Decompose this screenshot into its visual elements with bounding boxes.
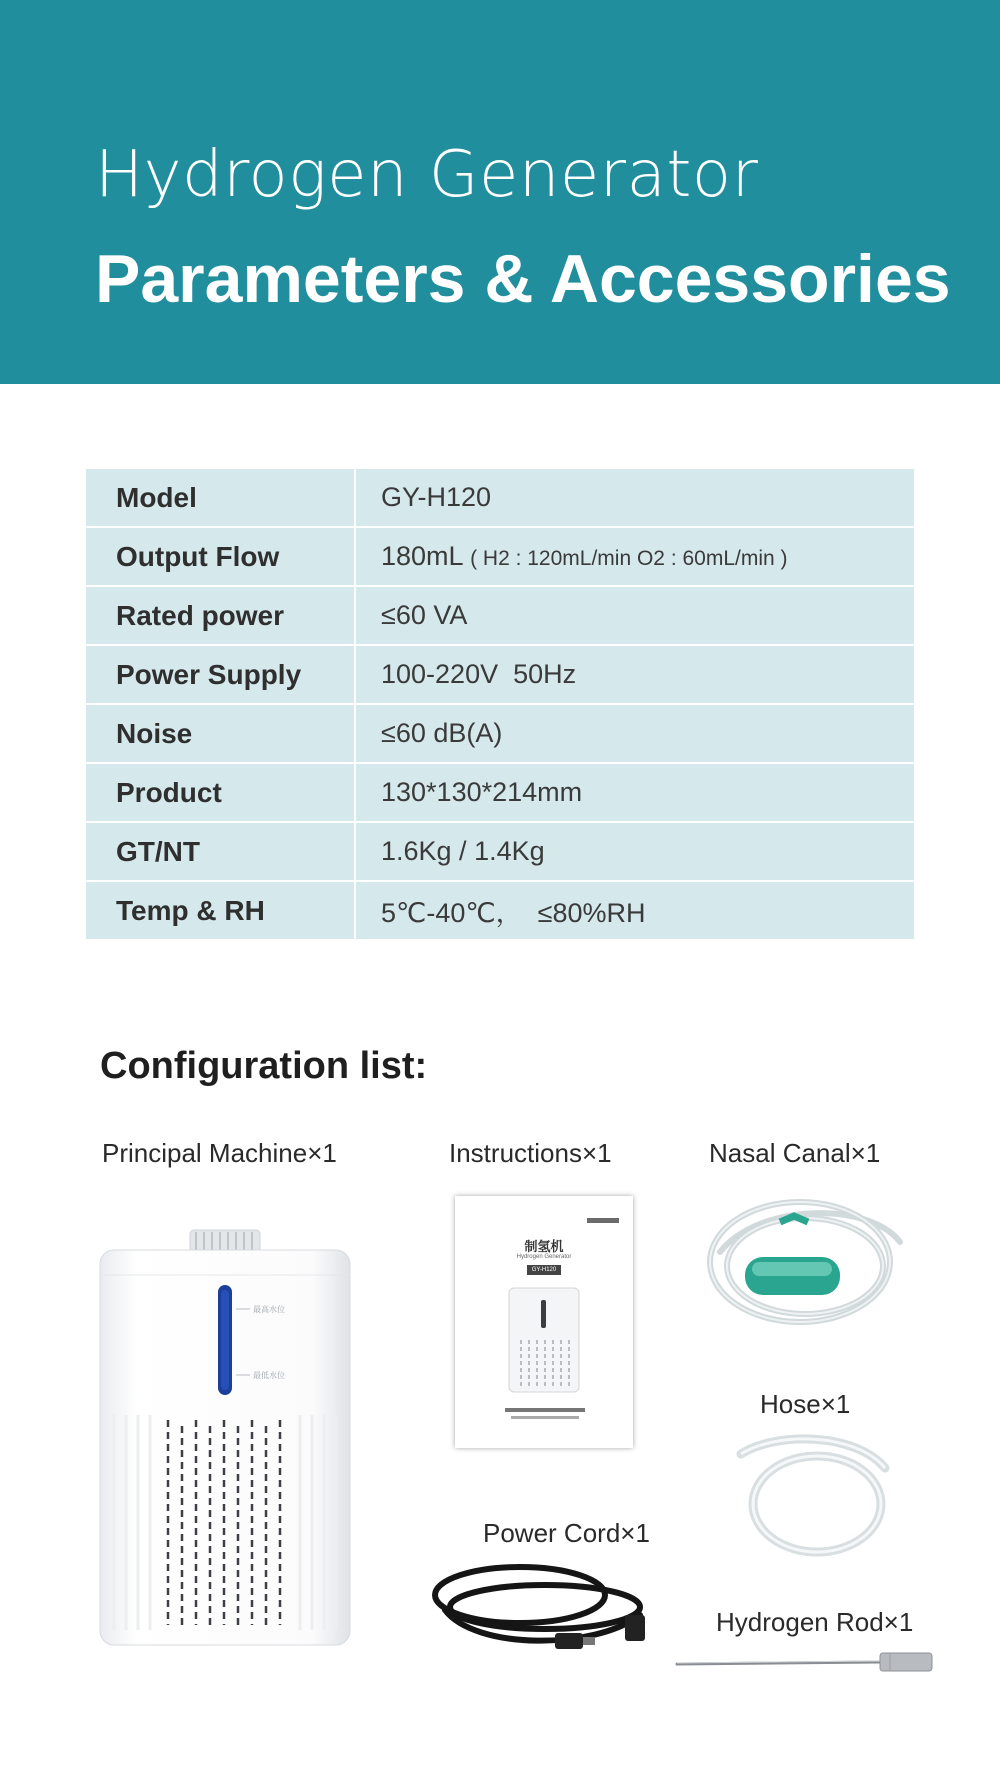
manual-subtitle: Hydrogen Generator	[516, 1254, 572, 1260]
spec-value: 100-220V 50Hz	[355, 645, 915, 704]
spec-value: ≤60 VA	[355, 586, 915, 645]
spec-label: Rated power	[85, 586, 355, 645]
table-row	[85, 586, 915, 645]
manual-footer-line	[511, 1416, 579, 1419]
config-title: Configuration list:	[100, 1045, 428, 1087]
manual-footer-line	[505, 1408, 585, 1412]
power-cord-label: Power Cord×1	[483, 1518, 650, 1548]
spec-label: Model	[85, 468, 355, 527]
spec-label: Power Supply	[85, 645, 355, 704]
nasal-canal-label: Nasal Canal×1	[709, 1138, 881, 1168]
svg-text:最低水位: 最低水位	[253, 1371, 285, 1380]
table-row	[85, 822, 915, 881]
spec-value: ≤60 dB(A)	[355, 704, 915, 763]
spec-label: Output Flow	[85, 527, 355, 586]
spec-value-detail: ( H2 : 120mL/min O2 : 60mL/min )	[470, 547, 788, 570]
spec-value: 5℃-40℃， ≤80%RH	[355, 881, 915, 940]
table-row	[85, 645, 915, 704]
manual-model-badge: GY-H120	[527, 1265, 561, 1275]
spec-value: 1.6Kg / 1.4Kg	[355, 822, 915, 881]
power-cord-image	[425, 1555, 665, 1665]
hose-image	[735, 1428, 895, 1568]
instructions-label: Instructions×1	[449, 1138, 612, 1168]
instructions-manual-image	[455, 1196, 633, 1448]
spec-value: GY-H120	[355, 468, 915, 527]
spec-label: Product	[85, 763, 355, 822]
brand-logo	[587, 1218, 619, 1223]
svg-text:最高水位: 最高水位	[253, 1305, 285, 1314]
machine-label: Principal Machine×1	[102, 1138, 337, 1168]
page-title: Hydrogen Generator	[95, 138, 759, 212]
spec-label: Temp & RH	[85, 881, 355, 940]
hose-label: Hose×1	[760, 1389, 851, 1419]
table-row	[85, 881, 915, 940]
principal-machine-image	[90, 1220, 360, 1650]
hydrogen-rod-label: Hydrogen Rod×1	[716, 1607, 914, 1637]
manual-title: 制氢机	[524, 1239, 564, 1254]
page-subtitle: Parameters & Accessories	[95, 241, 951, 317]
spec-label: GT/NT	[85, 822, 355, 881]
spec-value	[355, 527, 915, 586]
spec-value: 130*130*214mm	[355, 763, 915, 822]
manual-machine-icon	[507, 1284, 581, 1394]
nasal-canal-image	[700, 1182, 920, 1347]
spec-table	[84, 467, 916, 941]
table-row	[85, 763, 915, 822]
table-row	[85, 527, 915, 586]
spec-label: Noise	[85, 704, 355, 763]
table-row	[85, 468, 915, 527]
spec-value-main: 180mL	[381, 541, 463, 571]
table-row	[85, 704, 915, 763]
hydrogen-rod-image	[675, 1650, 945, 1676]
header-banner	[0, 0, 1000, 384]
